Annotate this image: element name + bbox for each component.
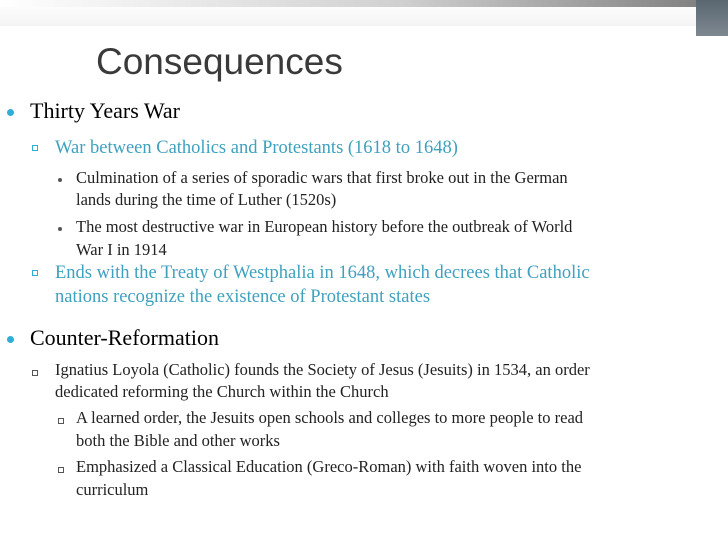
bullet-learned-order-line1: A learned order, the Jesuits open schools and colleges to more people to read [76, 408, 584, 427]
bullet-dot-icon [7, 336, 14, 343]
bullet-thirty-years-war: Thirty Years War [30, 98, 180, 123]
bullet-square-icon [32, 145, 38, 151]
bullet-culmination-line2: lands during the time of Luther (1520s) [76, 190, 337, 209]
top-decorative-bar [0, 0, 728, 7]
bullet-loyola-line2: dedicated reforming the Church within the Church [55, 382, 389, 401]
corner-accent [696, 0, 728, 36]
bullet-classical-education-line1: Emphasized a Classical Education (Greco-Roman) with faith woven into the [76, 457, 582, 476]
bullet-destructive-line2: War I in 1914 [76, 240, 167, 259]
slide-title: Consequences [96, 41, 343, 82]
bullet-war-catholics-protestants: War between Catholics and Protestants (1618 to 1648) [55, 138, 458, 158]
bullet-learned-order-line2: both the Bible and other works [76, 431, 280, 450]
bullet-classical-education-line2: curriculum [76, 480, 149, 499]
bullet-square-icon [58, 467, 64, 473]
bullet-small-dot-icon [58, 227, 62, 231]
bullet-small-dot-icon [58, 178, 62, 182]
bullet-westphalia-line2: nations recognize the existence of Protestant states [55, 287, 431, 307]
bullet-loyola-line1: Ignatius Loyola (Catholic) founds the Society of Jesus (Jesuits) in 1534, an order [55, 360, 590, 379]
bullet-destructive-line1: The most destructive war in European history before the outbreak of World [76, 217, 573, 236]
bullet-culmination-line1: Culmination of a series of sporadic wars that first broke out in the German [76, 168, 568, 187]
bullet-square-icon [58, 418, 64, 424]
bullet-counter-reformation: Counter-Reformation [30, 325, 219, 350]
bullet-westphalia-line1: Ends with the Treaty of Westphalia in 1648, which decrees that Catholic [55, 263, 590, 283]
bullet-dot-icon [7, 109, 14, 116]
bullet-square-icon [32, 370, 38, 376]
bullet-square-icon [32, 270, 38, 276]
